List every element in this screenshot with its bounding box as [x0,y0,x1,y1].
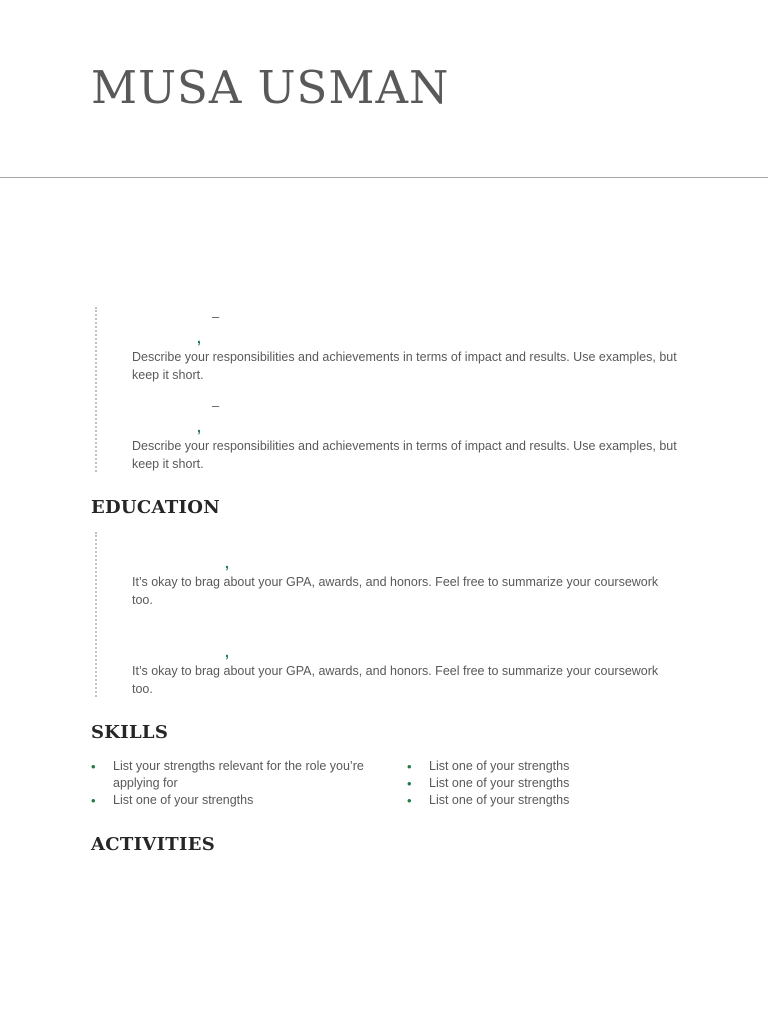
bullet-icon: • [407,776,412,791]
bullet-icon: • [91,793,96,808]
bullet-icon: • [407,759,412,774]
activities-heading: ACTIVITIES [91,834,216,855]
experience-description: Describe your responsibilities and achievements in terms of impact and results. Use examples, but keep it short. [132,350,677,382]
skills-list-left [91,758,381,809]
header-divider [0,177,768,178]
education-list [95,532,677,697]
degree-school-separator: , [225,555,229,571]
skill-item [91,792,381,809]
skill-item [407,758,687,775]
experience-description: Describe your responsibilities and achievements in terms of impact and results. Use examples, but keep it short. [132,439,677,471]
degree-school-separator: , [225,644,229,660]
title-company-separator: , [197,419,201,435]
date-separator: – [212,309,220,324]
skill-text: List one of your strengths [429,793,570,807]
bullet-icon: • [407,793,412,808]
skill-text: List your strengths relevant for the role you’re applying for [113,759,364,790]
skill-item [407,792,687,809]
education-description: It’s okay to brag about your GPA, awards, and honors. Feel free to summarize your coursework too. [132,664,659,696]
skill-item [407,775,687,792]
skills-list-right [407,758,687,809]
candidate-name: MUSA USMAN [91,61,450,114]
education-description: It’s okay to brag about your GPA, awards, and honors. Feel free to summarize your coursework too. [132,575,659,607]
date-separator: – [212,398,220,413]
title-company-separator: , [197,330,201,346]
experience-list [95,307,677,472]
skill-text: List one of your strengths [429,776,570,790]
skill-text: List one of your strengths [429,759,570,773]
skill-text: List one of your strengths [113,793,254,807]
skills-heading: SKILLS [91,722,169,743]
skill-item [91,758,381,792]
bullet-icon: • [91,759,96,774]
education-heading: EDUCATION [91,497,220,518]
